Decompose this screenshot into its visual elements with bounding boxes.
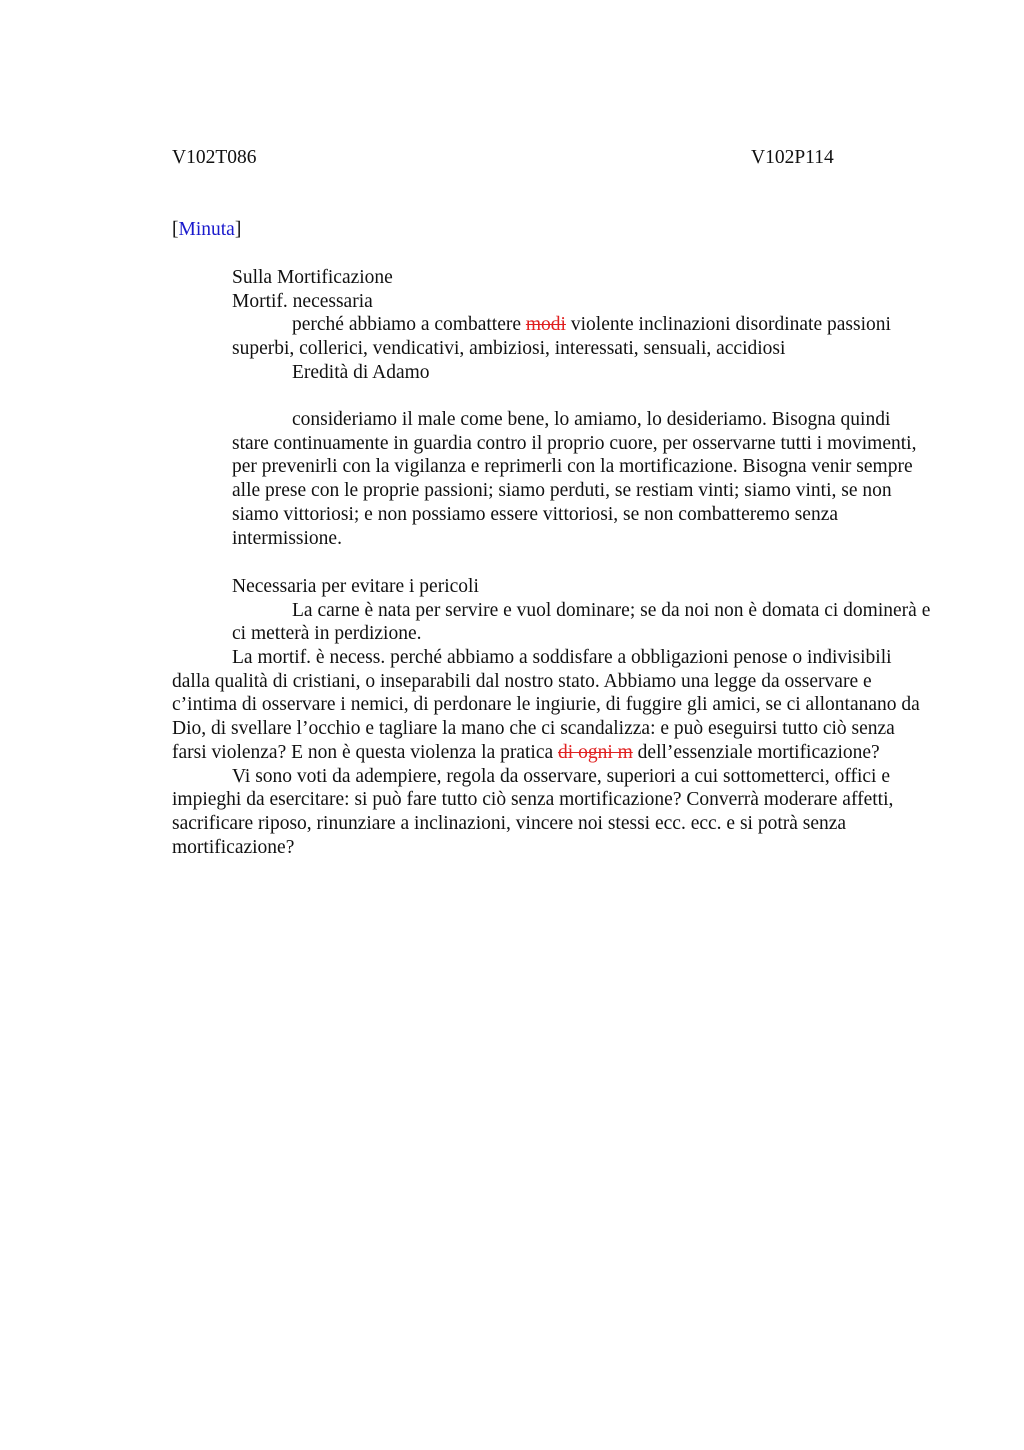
- paragraph-obbligazioni: [172, 646, 932, 765]
- section-obbligazioni: [172, 646, 932, 859]
- minuta-open-bracket: [: [172, 219, 179, 240]
- minuta-close-bracket: ]: [234, 219, 242, 240]
- paragraph-voti: Vi sono voti da adempiere, regola da osservare, superiori a cui sottometterci, offici e impieghi da esercitare: si può fare tutto ciò senza mortificazione? Converrà moderare affetti, sacrificare riposo, rinunziare a inclinazioni, vincere noi stessi ecc. ecc. e si potrà senza mortificazione?: [172, 765, 894, 858]
- minuta-text: Minuta: [178, 219, 235, 240]
- paragraph-carne: La carne è nata per servire e vuol dominare; se da noi non è domata ci dominerà e ci metterà in perdizione.: [232, 599, 931, 645]
- document-code-left: V102T086: [172, 147, 257, 168]
- section-consideriamo: [232, 408, 932, 550]
- section-title: Necessaria per evitare i pericoli: [232, 576, 479, 597]
- section-pericoli: [232, 575, 932, 646]
- paragraph-consideriamo: consideriamo il male come bene, lo amiamo, lo desideriamo. Bisogna quindi stare continuamente in guardia contro il proprio cuore, per osservarne tutti i movimenti, per prevenirli con la vigilanza e reprimerli con la mortificazione. Bisogna venir sempre alle prese con le proprie passioni; siamo perduti, se restiam vinti; siamo vinti, se non siamo vittoriosi; e non possiamo essere vittoriosi, se non combatteremo senza intermissione.: [232, 409, 917, 549]
- deleted-text: modi: [525, 314, 566, 336]
- minuta-label: [172, 218, 241, 242]
- paragraph-eredita: Eredità di Adamo: [292, 361, 430, 383]
- deleted-text: di ogni m: [558, 741, 633, 763]
- paragraph-combattere: [232, 313, 932, 360]
- text-span: perché abbiamo a combattere: [292, 314, 526, 336]
- text-span: violente inclinazioni disordinate passioni superbi, collerici, vendicativi, ambiziosi, interessati, sensuali, accidiosi: [232, 314, 891, 360]
- text-span: La mortif. è necess. perché abbiamo a soddisfare a obbligazioni penose o indivisibili dalla qualità di cristiani, o inseparabili dal nostro stato. Abbiamo una legge da osservare e c’intima di osservare i nemici, di perdonare le ingiurie, di fuggire gli amici, se ci allontanano da Dio, di svellare l’occhio e tagliare la mano che ci scandalizza: e può eseguirsi tutto ciò senza farsi violenza? E non è questa violenza la pratica: [172, 647, 920, 763]
- section-mortificazione: [232, 266, 932, 385]
- text-span: dell’essenziale mortificazione?: [632, 741, 880, 763]
- section-title: Sulla Mortificazione: [232, 267, 393, 288]
- section-subtitle: Mortif. necessaria: [232, 290, 373, 312]
- document-code-right: V102P114: [751, 147, 834, 168]
